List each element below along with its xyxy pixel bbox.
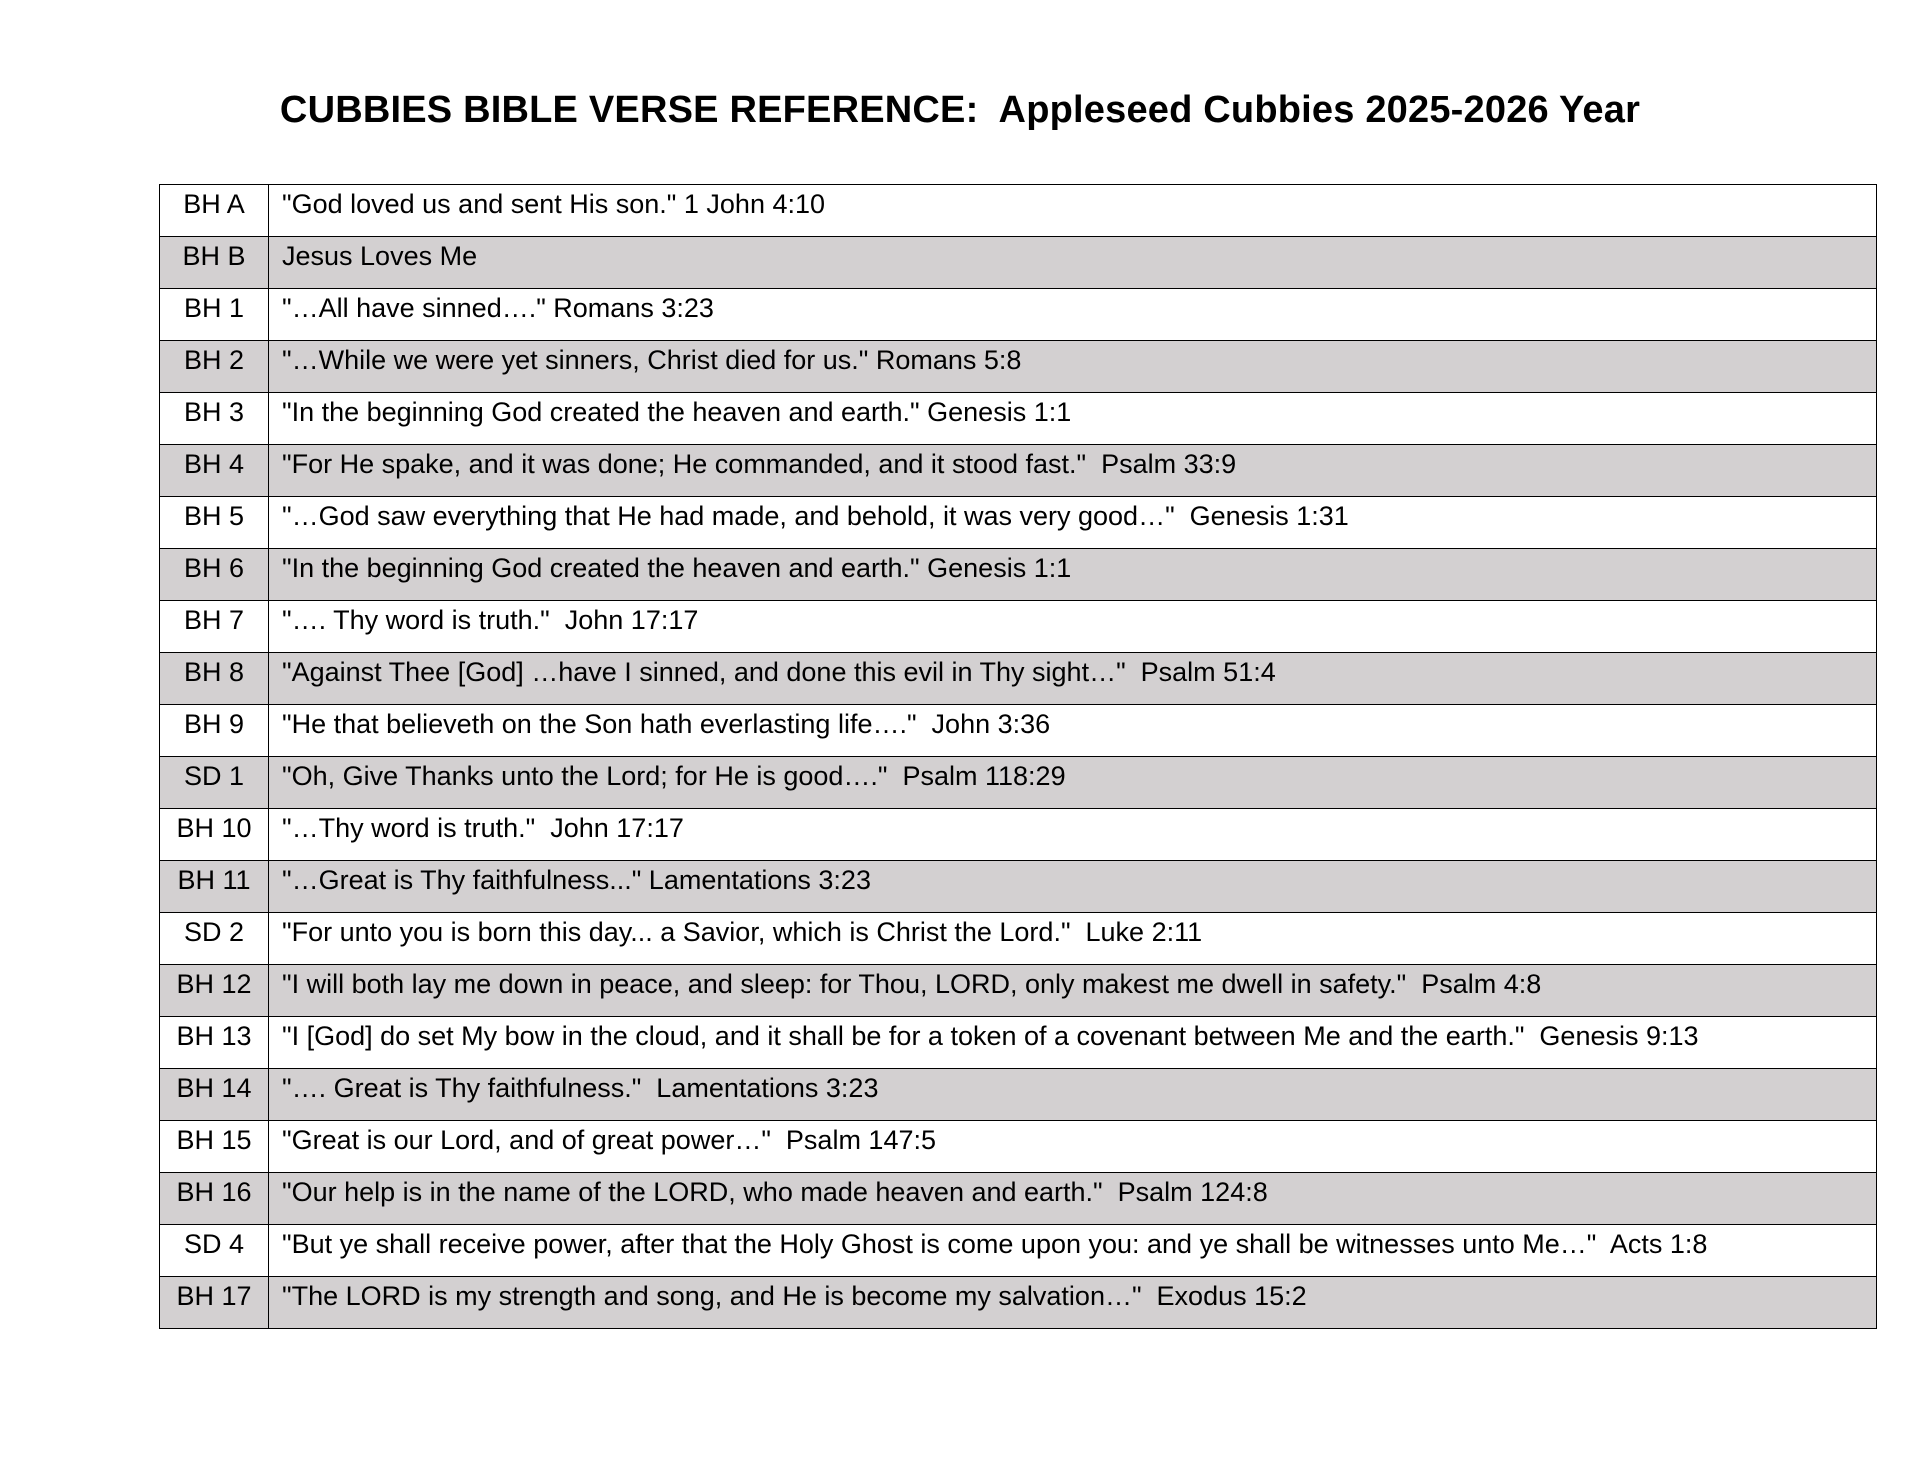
verse-code: BH 12	[160, 965, 269, 1017]
verse-text: "The LORD is my strength and song, and He is become my salvation…" Exodus 15:2	[269, 1277, 1877, 1329]
verse-text: "For He spake, and it was done; He commanded, and it stood fast." Psalm 33:9	[269, 445, 1877, 497]
verse-code: BH 16	[160, 1173, 269, 1225]
verse-text: "Against Thee [God] …have I sinned, and done this evil in Thy sight…" Psalm 51:4	[269, 653, 1877, 705]
verse-text: "Our help is in the name of the LORD, who made heaven and earth." Psalm 124:8	[269, 1173, 1877, 1225]
table-row	[160, 1225, 1877, 1277]
table-row	[160, 1121, 1877, 1173]
verse-code: BH 1	[160, 289, 269, 341]
verse-text: "Great is our Lord, and of great power…" Psalm 147:5	[269, 1121, 1877, 1173]
table-row	[160, 393, 1877, 445]
verse-code: BH 9	[160, 705, 269, 757]
table-row	[160, 965, 1877, 1017]
verse-text: "…Thy word is truth." John 17:17	[269, 809, 1877, 861]
verse-code: BH 15	[160, 1121, 269, 1173]
verse-text: "Oh, Give Thanks unto the Lord; for He is good…." Psalm 118:29	[269, 757, 1877, 809]
verse-text: "…. Thy word is truth." John 17:17	[269, 601, 1877, 653]
verse-code: SD 1	[160, 757, 269, 809]
verse-text: "…While we were yet sinners, Christ died for us." Romans 5:8	[269, 341, 1877, 393]
verse-code: SD 4	[160, 1225, 269, 1277]
verse-code: BH 7	[160, 601, 269, 653]
verse-text: "God loved us and sent His son." 1 John 4:10	[269, 185, 1877, 237]
verse-code: BH 4	[160, 445, 269, 497]
table-row	[160, 913, 1877, 965]
verse-text: "…. Great is Thy faithfulness." Lamentations 3:23	[269, 1069, 1877, 1121]
verse-code: BH 8	[160, 653, 269, 705]
verse-text: "…Great is Thy faithfulness..." Lamentations 3:23	[269, 861, 1877, 913]
verse-text: "I will both lay me down in peace, and sleep: for Thou, LORD, only makest me dwell in safety." Psalm 4:8	[269, 965, 1877, 1017]
verse-text: "For unto you is born this day... a Savior, which is Christ the Lord." Luke 2:11	[269, 913, 1877, 965]
table-row	[160, 549, 1877, 601]
verse-code: BH 17	[160, 1277, 269, 1329]
verse-code: BH 14	[160, 1069, 269, 1121]
verse-code: SD 2	[160, 913, 269, 965]
table-row	[160, 1017, 1877, 1069]
table-row	[160, 601, 1877, 653]
verse-code: BH 5	[160, 497, 269, 549]
verse-text: "In the beginning God created the heaven and earth." Genesis 1:1	[269, 393, 1877, 445]
table-row	[160, 341, 1877, 393]
verse-code: BH 10	[160, 809, 269, 861]
verse-text: "In the beginning God created the heaven and earth." Genesis 1:1	[269, 549, 1877, 601]
table-row	[160, 1173, 1877, 1225]
table-row	[160, 653, 1877, 705]
table-row	[160, 1069, 1877, 1121]
verse-text: "I [God] do set My bow in the cloud, and it shall be for a token of a covenant between Me and the earth." Genesis 9:13	[269, 1017, 1877, 1069]
table-row	[160, 185, 1877, 237]
table-row	[160, 497, 1877, 549]
table-row	[160, 861, 1877, 913]
page-title: CUBBIES BIBLE VERSE REFERENCE: Appleseed Cubbies 2025-2026 Year	[279, 89, 1641, 131]
table-row	[160, 1277, 1877, 1329]
verse-text: "…All have sinned…." Romans 3:23	[269, 289, 1877, 341]
verse-table-body	[160, 185, 1877, 1329]
verse-code: BH 13	[160, 1017, 269, 1069]
verse-table	[159, 184, 1877, 1329]
verse-text: "He that believeth on the Son hath everlasting life…." John 3:36	[269, 705, 1877, 757]
table-row	[160, 705, 1877, 757]
table-row	[160, 237, 1877, 289]
verse-code: BH 6	[160, 549, 269, 601]
verse-code: BH B	[160, 237, 269, 289]
verse-code: BH A	[160, 185, 269, 237]
table-row	[160, 289, 1877, 341]
verse-code: BH 2	[160, 341, 269, 393]
table-row	[160, 445, 1877, 497]
verse-text: Jesus Loves Me	[269, 237, 1877, 289]
verse-code: BH 11	[160, 861, 269, 913]
table-row	[160, 809, 1877, 861]
verse-text: "…God saw everything that He had made, and behold, it was very good…" Genesis 1:31	[269, 497, 1877, 549]
verse-code: BH 3	[160, 393, 269, 445]
table-row	[160, 757, 1877, 809]
verse-text: "But ye shall receive power, after that the Holy Ghost is come upon you: and ye shall be witnesses unto Me…" Acts 1:8	[269, 1225, 1877, 1277]
